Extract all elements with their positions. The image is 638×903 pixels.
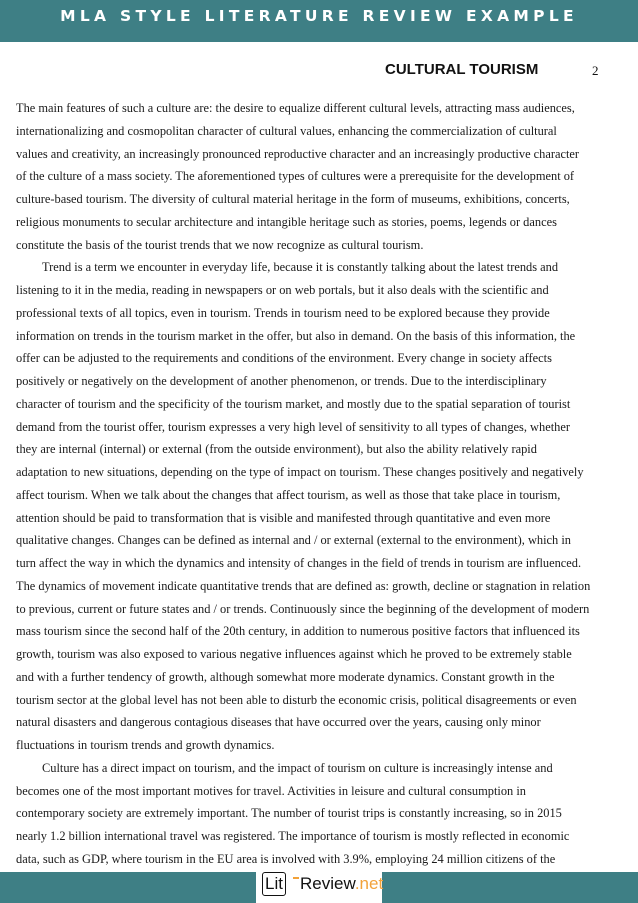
body-line: The dynamics of movement indicate quantitative trends that are defined as: growth, decline or stagnation in relation xyxy=(16,578,591,593)
body-line: values and creativity, an increasingly pronounced reproductive character and an increasingly productive character xyxy=(16,146,580,161)
body-line: adaptation to new situations, depending on the type of impact on tourism. These changes positively and negatively xyxy=(16,465,584,479)
banner-title: MLA STYLE LITERATURE REVIEW EXAMPLE xyxy=(60,7,578,25)
running-title: CULTURAL TOURISM xyxy=(385,61,539,78)
logo-domain: .net xyxy=(354,874,384,893)
running-head xyxy=(0,60,638,82)
body-line: information on trends in the tourism market in the offer, but also in demand. On the basis of this information, the xyxy=(16,328,576,343)
body-line: constitute the basis of the tourist trends that we now recognize as cultural tourism. xyxy=(16,237,424,252)
body-line: data, such as GDP, where tourism in the EU area is involved with 3.9%, employing 24 million citizens of the xyxy=(16,851,556,866)
body-line: professional texts of all topics, even in tourism. Trends in tourism need to be explored because they provide xyxy=(16,305,550,320)
body-line: affect tourism. When we talk about the changes that affect tourism, as well as those that take place in tourism, xyxy=(16,487,561,502)
body-line: of the culture of a mass society. The aforementioned types of cultures were a prerequisite for the development of xyxy=(16,169,575,184)
page-number: 2 xyxy=(592,63,599,78)
body-line: mass tourism since the second half of the 20th century, in addition to numerous positive factors that influenced its xyxy=(16,624,580,639)
body-line: offer can be adjusted to the requirements and conditions of the environment. Every change in society affects xyxy=(16,351,552,366)
body-line: natural disasters and dangerous contagious diseases that have occurred over the years, causing only minor xyxy=(16,715,541,730)
body-line: growth, tourism was also exposed to various negative influences against which he proved to be extremely stable xyxy=(16,647,572,661)
lit-review-logo[interactable] xyxy=(256,868,382,903)
body-line: attention should be paid to transformation that is visible and manifested through quantitative and even more xyxy=(16,510,551,525)
top-banner xyxy=(0,0,638,42)
body-line: culture-based tourism. The diversity of cultural material heritage in the form of museums, exhibitions, concerts, xyxy=(16,192,570,206)
body-line: to previous, current or future states and / or trends. Continuously since the beginning of the development of modern xyxy=(16,601,590,616)
body-line: Trend is a term we encounter in everyday life, because it is constantly talking about the latest trends and xyxy=(42,260,559,275)
body-line: demand from the tourist offer, tourism expresses a very high level of sensitivity to all types of changes, whether xyxy=(16,419,570,434)
body-line: internationalizing and cosmopolitan character of cultural values, enhancing the commercialization of cultural xyxy=(16,123,557,138)
body-line: nearly 1.2 billion international travel was registered. The importance of tourism is mostly reflected in economic xyxy=(16,829,570,843)
body-line: turn affect the way in which the dynamics and intensity of changes in the field of trends in tourism are influenced. xyxy=(16,556,582,570)
body-line: religious monuments to secular architecture and intangible heritage such as stories, poems, legends or dances xyxy=(16,214,557,229)
body-line: tourism sector at the global level has not been able to disturb the economic crisis, political disagreements or even xyxy=(16,692,577,707)
body-line: The main features of such a culture are: the desire to equalize different cultural levels, attracting mass audiences, xyxy=(16,101,575,115)
body-line: Culture has a direct impact on tourism, and the impact of tourism on culture is increasingly intense and xyxy=(42,760,553,775)
body-line: they are internal (internal) or external (from the outside environment), but also the ability relatively rapid xyxy=(16,442,537,457)
body-line: qualitative changes. Changes can be defined as internal and / or external (external to the environment), which in xyxy=(16,533,571,548)
document-body xyxy=(16,97,619,893)
body-line: positively or negatively on the development of another phenomenon, or trends. Due to the interdisciplinary xyxy=(16,374,547,388)
body-line: character of tourism and the specificity of the tourism market, and mostly due to the spatial separation of tourist xyxy=(16,396,571,411)
logo-lit-text: Lit xyxy=(262,872,286,896)
body-line: and with a further tendency of growth, although somewhat more moderate dynamics. Constant growth in the xyxy=(16,669,555,684)
logo-dash xyxy=(293,877,299,879)
body-line: becomes one of the most important motives for travel. Activities in leisure and cultural consumption in xyxy=(16,783,526,798)
logo-review-word: Review xyxy=(300,874,355,893)
body-line: fluctuations in tourism trends and growth dynamics. xyxy=(16,738,275,752)
body-line: contemporary society are extremely important. The number of tourist trips is constantly increasing, so in 2015 xyxy=(16,806,562,821)
logo-review-text xyxy=(300,873,383,895)
body-line: listening to it in the media, reading in newspapers or on web portals, but it also deals with the scientific and xyxy=(16,283,549,297)
